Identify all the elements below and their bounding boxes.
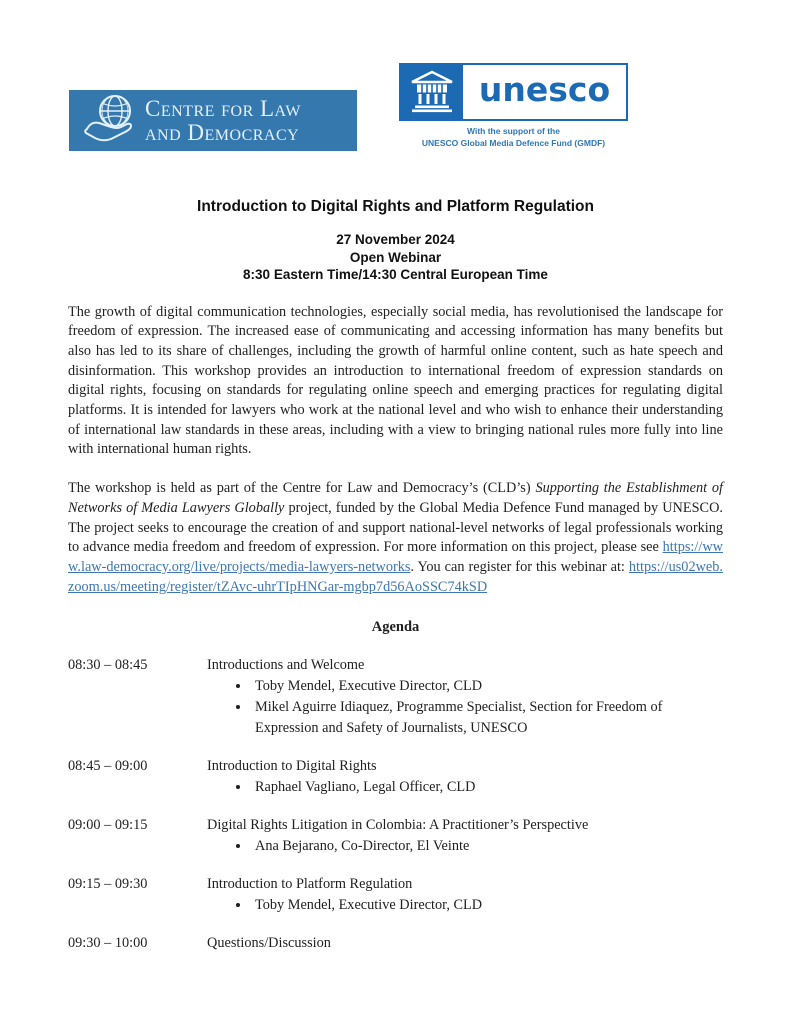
agenda-item (68, 933, 723, 954)
p2-text-1: The workshop is held as part of the Centre for Law and Democracy’s (CLD’s) (68, 480, 536, 497)
agenda-topic: Introductions and Welcome (207, 657, 365, 674)
header (0, 0, 791, 190)
cld-logo-line1: Centre for Law (145, 95, 301, 121)
agenda-time: 08:30 – 08:45 (68, 657, 148, 674)
agenda-heading: Agenda (371, 619, 420, 636)
cld-logo-line2: and Democracy (145, 119, 300, 145)
agenda-desc (207, 874, 723, 916)
event-date: 27 November 2024 (336, 232, 455, 247)
agenda-topic: Digital Rights Litigation in Colombia: A Practitioner’s Perspective (207, 817, 589, 834)
p2-text-2: project, funded by the Global Media Defence Fund managed by UNESCO. The project seeks to encourage the creation of and support national-level networks of legal professionals working to advance media freedom and freedom of expression. For more information on this project, please see (68, 499, 723, 556)
unesco-wordmark-box (463, 65, 626, 119)
agenda-item (68, 756, 723, 798)
agenda-desc (207, 756, 723, 798)
event-time: 8:30 Eastern Time/14:30 Central European Time (243, 267, 548, 282)
unesco-logo (399, 63, 628, 121)
cld-logo-text (145, 97, 301, 145)
cld-logo (69, 90, 357, 151)
registration-link[interactable]: https://us02web.zoom.us/meeting/register/tZAvc-uhrTIpHNGar-mgbp7d56AoSSC74kSD (68, 558, 723, 595)
agenda-speaker: • Mikel Aguirre Idiaquez, Programme Specialist, Section for Freedom of Expression and Safety of Journalists, UNESCO (251, 697, 723, 739)
document-body (68, 198, 723, 954)
agenda-topic: Questions/Discussion (207, 935, 331, 952)
unesco-support-caption (399, 125, 628, 149)
p2-text-3: . You can register for this webinar at: (410, 558, 629, 575)
agenda-speaker: • Raphael Vagliano, Legal Officer, CLD (251, 777, 723, 798)
agenda-time: 09:15 – 09:30 (68, 876, 148, 893)
agenda-time: 09:00 – 09:15 (68, 817, 148, 834)
unesco-temple-icon (410, 70, 454, 114)
unesco-emblem (401, 65, 463, 119)
agenda-topic: Introduction to Platform Regulation (207, 876, 413, 893)
unesco-caption-line2: UNESCO Global Media Defence Fund (GMDF) (421, 138, 606, 148)
p2-project-title: Supporting the Establishment of Networks of Media Lawyers Globally (68, 480, 723, 516)
agenda-desc (207, 815, 723, 857)
agenda-desc (207, 933, 723, 954)
agenda-speakers (207, 676, 723, 739)
project-link[interactable]: https://www.law-democracy.org/live/projects/media-lawyers-networks (68, 539, 723, 575)
hand-globe-icon (81, 91, 141, 147)
agenda-desc (207, 655, 723, 739)
agenda-topic: Introduction to Digital Rights (207, 758, 377, 775)
agenda-speaker: • Toby Mendel, Executive Director, CLD (251, 895, 723, 916)
agenda-speakers (207, 836, 723, 857)
agenda-speaker: • Toby Mendel, Executive Director, CLD (251, 676, 723, 697)
unesco-caption-line1: With the support of the (467, 126, 560, 136)
agenda-item (68, 874, 723, 916)
agenda-speaker: • Ana Bejarano, Co-Director, El Veinte (251, 836, 723, 857)
agenda-speakers (207, 777, 723, 798)
agenda-time: 09:30 – 10:00 (68, 935, 148, 952)
project-paragraph (68, 479, 723, 597)
intro-paragraph: The growth of digital communication technologies, especially social media, has revolutionised the landscape for freedom of expression. The increased ease of communicating and accessing information has many benefits but also has led to its share of challenges, including the growth of harmful online content, such as hate speech and disinformation. This workshop provides an introduction to international freedom of expression standards on digital rights, focusing on standards for regulating online speech and emerging practices for regulating digital platforms. It is intended for lawyers who work at the national level and who wish to enhance their understanding of international law standards in these areas, including with a view to bringing national rules more fully into line with international human rights. (68, 303, 723, 458)
agenda-item (68, 655, 723, 739)
event-details (68, 231, 723, 284)
document-title: Introduction to Digital Rights and Platform Regulation (197, 198, 594, 215)
unesco-wordmark: unesco (478, 70, 611, 109)
agenda-item (68, 815, 723, 857)
agenda-speakers (207, 895, 723, 916)
agenda-time: 08:45 – 09:00 (68, 758, 148, 775)
event-type: Open Webinar (349, 249, 442, 265)
